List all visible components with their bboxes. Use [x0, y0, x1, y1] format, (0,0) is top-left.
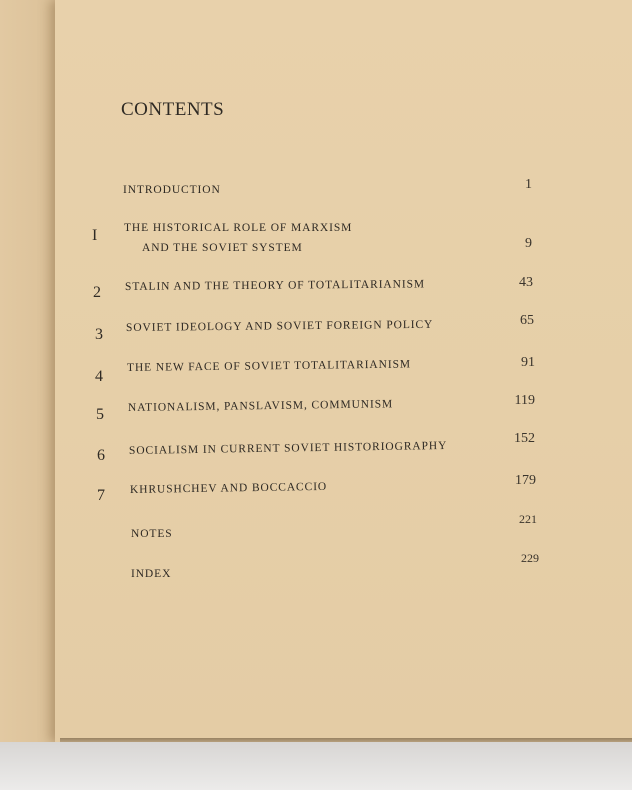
contents-heading: CONTENTS — [121, 99, 225, 120]
toc-entry-page: 9 — [525, 236, 532, 251]
toc-entry-page: 43 — [519, 275, 533, 290]
toc-entry-title: SOCIALISM IN CURRENT SOVIET HISTORIOGRAPHY — [128, 440, 448, 457]
toc-entry-title: INTRODUCTION — [123, 184, 221, 196]
toc-entry-page: 229 — [521, 551, 539, 565]
toc-entry-number: 6 — [97, 447, 105, 464]
toc-entry-title: NOTES — [131, 528, 173, 540]
toc-entry-page: 65 — [520, 313, 534, 328]
toc-entry-page: 1 — [525, 177, 532, 192]
toc-entry-number: I — [92, 227, 98, 244]
toc-entry-title-line2: AND THE SOVIET SYSTEM — [142, 242, 303, 254]
toc-entry-number: 3 — [95, 326, 103, 343]
toc-entry-title: KHRUSHCHEV AND BOCCACCIO — [129, 480, 328, 496]
toc-entry-page: 152 — [514, 431, 535, 446]
toc-entry-number: 7 — [97, 487, 105, 504]
table-surface — [0, 742, 632, 790]
toc-entry-number: 4 — [95, 368, 103, 385]
toc-entry-title: THE HISTORICAL ROLE OF MARXISM — [124, 222, 353, 234]
toc-entry-number: 5 — [96, 406, 104, 423]
toc-entry-title: STALIN AND THE THEORY OF TOTALITARIANISM — [124, 278, 426, 293]
toc-entry-number: 2 — [93, 284, 101, 301]
toc-entry-title: THE NEW FACE OF SOVIET TOTALITARIANISM — [126, 358, 412, 374]
toc-entry-title: SOVIET IDEOLOGY AND SOVIET FOREIGN POLICY — [125, 318, 434, 334]
toc-entry-page: 119 — [514, 393, 535, 408]
toc-entry-page: 221 — [519, 512, 537, 526]
toc-entry-title: NATIONALISM, PANSLAVISM, COMMUNISM — [127, 398, 394, 414]
toc-entry-title: INDEX — [131, 568, 172, 580]
toc-entry-page: 91 — [521, 355, 535, 370]
toc-entry-page: 179 — [515, 473, 536, 488]
